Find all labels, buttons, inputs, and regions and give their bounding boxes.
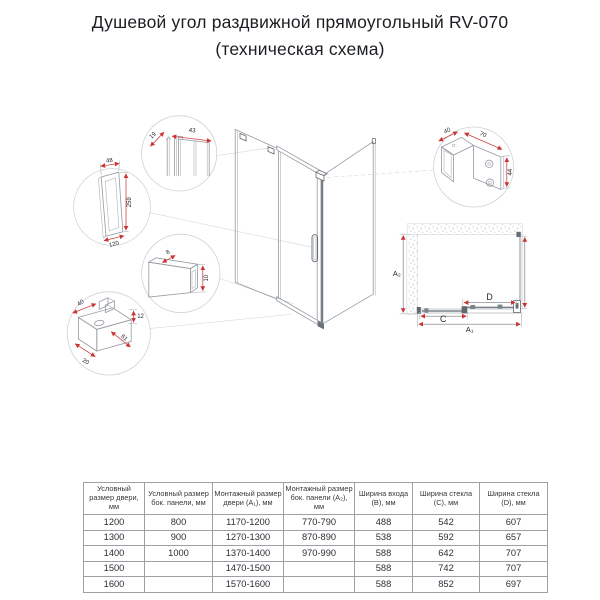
dim-label: 259 <box>127 197 134 208</box>
dim-label: 8 <box>165 249 172 257</box>
technical-diagram <box>0 95 600 475</box>
wall-left <box>407 235 418 315</box>
page-title-line2: (техническая схема) <box>215 39 385 60</box>
table-cell: 592 <box>413 530 480 546</box>
dim-label: 20 <box>80 357 90 367</box>
dim-label: 43 <box>188 127 196 135</box>
table-cell: 1200 <box>84 515 145 531</box>
table-cell: 1500 <box>84 561 145 577</box>
table-cell: 1470-1500 <box>213 561 284 577</box>
detail-bubble-handle <box>74 169 151 246</box>
door-handle <box>312 235 318 262</box>
table-cell: 1300 <box>84 530 145 546</box>
main-3d-view <box>235 129 375 329</box>
table-cell: 707 <box>480 561 548 577</box>
table-cell: 1400 <box>84 546 145 562</box>
track-hardware <box>462 306 468 313</box>
table-cell: 970-990 <box>284 546 355 562</box>
spec-table <box>83 482 548 593</box>
table-cell: 1600 <box>84 577 145 593</box>
table-row <box>84 546 548 562</box>
table-cell: 542 <box>413 515 480 531</box>
table-cell: 588 <box>355 546 413 562</box>
roller <box>470 305 475 309</box>
column-header: Условный размер двери, мм <box>84 483 145 515</box>
table-row <box>84 530 548 546</box>
detail-bubble-top-profile <box>142 116 217 191</box>
dim-label: 12 <box>137 314 144 321</box>
table-cell: 770-790 <box>284 515 355 531</box>
table-cell: 900 <box>145 530 213 546</box>
dim-label: 61 <box>119 333 129 343</box>
dim-label: 40 <box>443 127 452 136</box>
table-cell: 607 <box>480 515 548 531</box>
plan-dim-d: D <box>486 291 493 302</box>
track-hardware <box>424 308 428 312</box>
detail-bubble-tube <box>142 234 220 312</box>
table-row <box>84 515 548 531</box>
table-cell: 588 <box>355 577 413 593</box>
table-cell: 642 <box>413 546 480 562</box>
plan-dim-a1: A₁ <box>465 324 474 334</box>
detail-guide <box>73 298 145 367</box>
table-cell: 588 <box>355 561 413 577</box>
table-row <box>84 561 548 577</box>
table-cell: 800 <box>145 515 213 531</box>
column-header: Условный размер бок. панели, мм <box>145 483 213 515</box>
table-cell: 852 <box>413 577 480 593</box>
detail-tube <box>149 249 210 297</box>
spec-table-head-row <box>84 483 548 515</box>
column-header: Монтажный размер двери (A₁), мм <box>213 483 284 515</box>
table-cell <box>145 577 213 593</box>
table-cell: 742 <box>413 561 480 577</box>
dim-label: 48 <box>105 157 114 165</box>
table-row <box>84 577 548 593</box>
roller <box>498 305 503 309</box>
table-cell: 1170-1200 <box>213 515 284 531</box>
table-cell: 707 <box>480 546 548 562</box>
track-hardware <box>417 307 421 314</box>
plan-dim-c: C <box>440 314 447 325</box>
detail-leader-lines <box>150 148 433 329</box>
table-cell: 488 <box>355 515 413 531</box>
door-handle-inner <box>314 237 316 260</box>
wall-top <box>407 224 522 235</box>
table-cell: 1370-1400 <box>213 546 284 562</box>
spec-table-body <box>84 515 548 593</box>
table-cell: 870-890 <box>284 530 355 546</box>
glass-clamp <box>240 133 246 140</box>
table-cell <box>284 577 355 593</box>
plan-view <box>393 224 527 334</box>
dim-label: 120 <box>108 240 120 249</box>
table-cell: 1000 <box>145 546 213 562</box>
detail-top-profile <box>149 128 211 176</box>
dim-label: 44 <box>508 168 514 176</box>
corner-block <box>516 232 520 237</box>
column-header: Ширина стекла (C), мм <box>413 483 480 515</box>
table-cell <box>145 561 213 577</box>
table-cell <box>284 561 355 577</box>
table-cell: 1270-1300 <box>213 530 284 546</box>
column-header: Монтажный размер бок. панели (A₂), мм <box>284 483 355 515</box>
wall-profile-top <box>372 139 375 144</box>
column-header: Ширина стекла (D), мм <box>480 483 548 515</box>
column-header: Ширина входа (B), мм <box>355 483 413 515</box>
table-cell: 657 <box>480 530 548 546</box>
detail-corner-bracket <box>439 127 514 190</box>
page-title <box>0 9 600 63</box>
dim-label: 10 <box>204 274 210 282</box>
table-cell: 538 <box>355 530 413 546</box>
page-title-line1: Душевой угол раздвижной прямоугольный RV-070 <box>91 12 509 32</box>
plan-dim-a2: A₂ <box>392 269 401 279</box>
table-cell: 697 <box>480 577 548 593</box>
dim-label: 40 <box>76 298 86 308</box>
detail-handle <box>98 158 133 249</box>
dim-label: 19 <box>148 131 158 141</box>
dim-label: 70 <box>478 131 488 140</box>
table-cell: 1570-1600 <box>213 577 284 593</box>
